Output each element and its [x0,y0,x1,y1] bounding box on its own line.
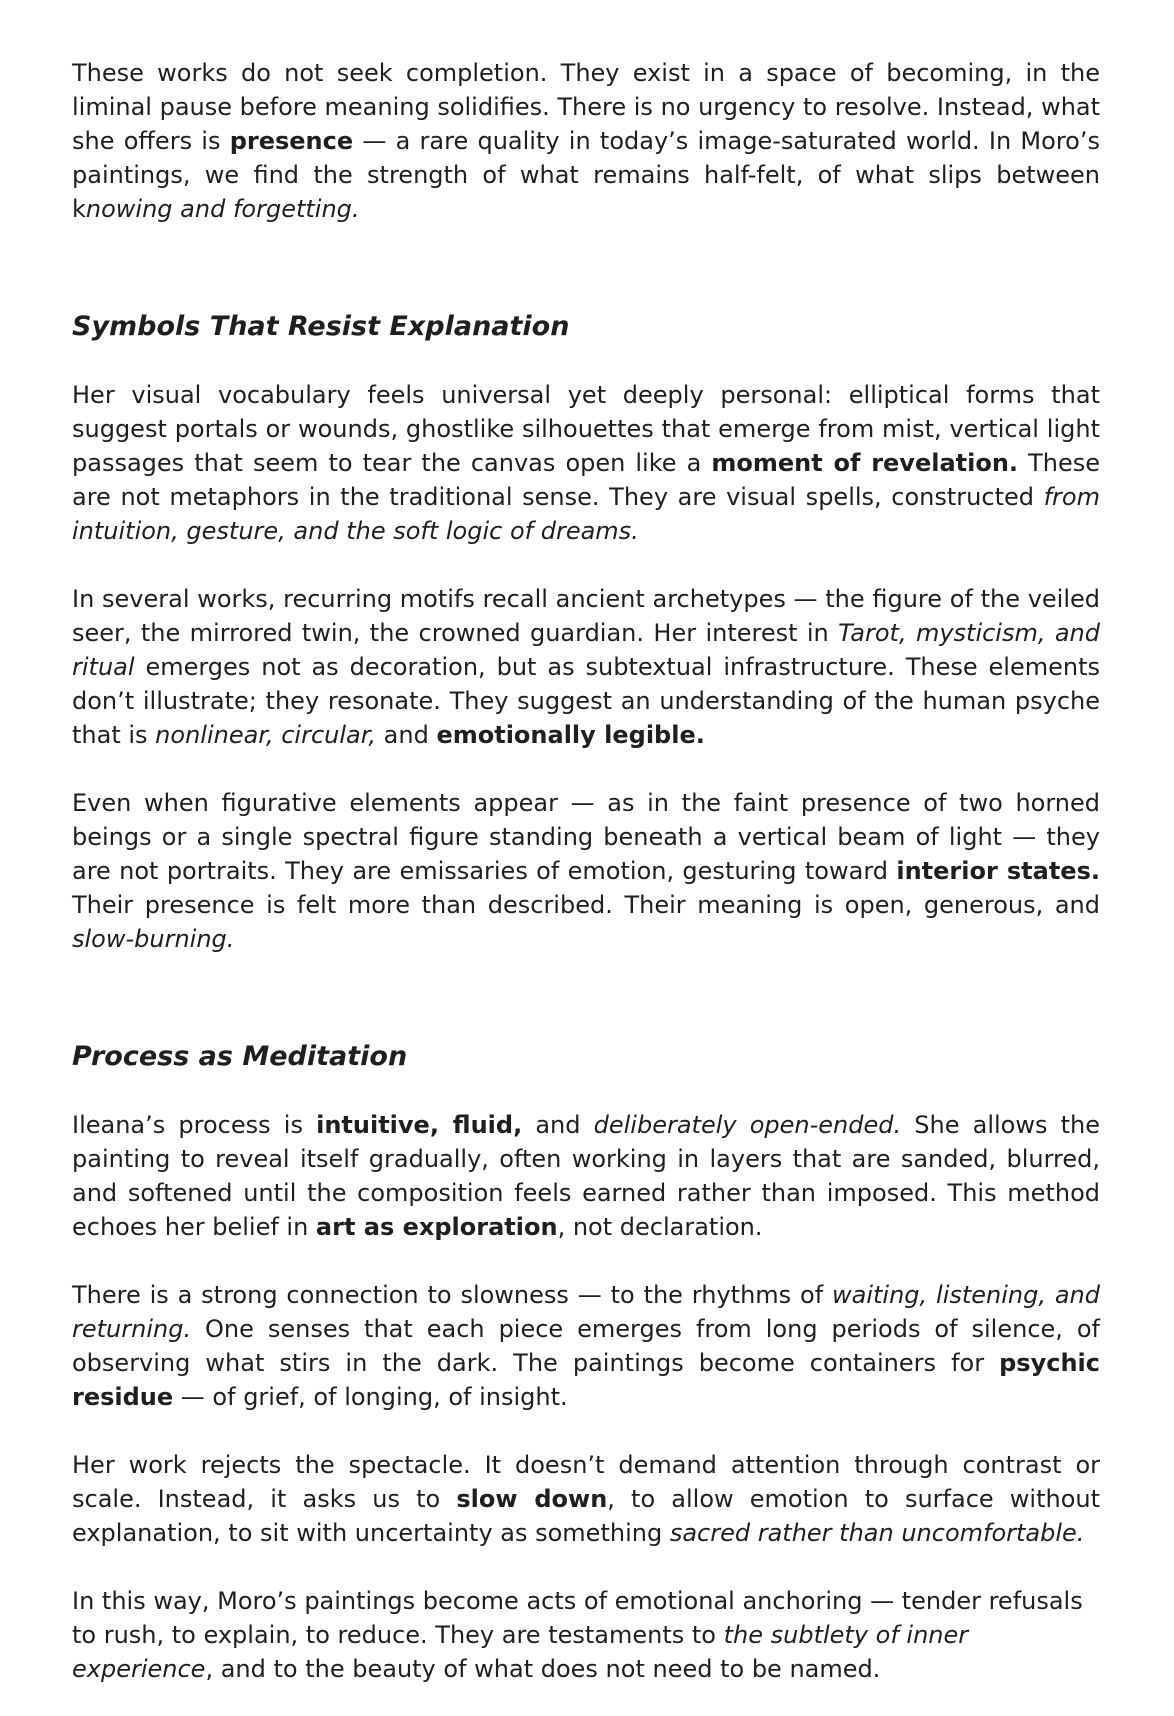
italic-text: waiting, listening, and returning. [72,1281,1100,1343]
bold-text: psychic residue [72,1349,1100,1411]
text-run: In this way, Moro’s paintings become acts of emotional anchoring — tender refusals to rush, to explain, to reduce. They are testaments to [72,1587,1083,1649]
text-run: Even when figurative elements appear — as in the faint presence of two horned beings or a single spectral figure standing beneath a vertical beam of light — they are not portraits. They are emissaries of emotion, gesturing toward [72,789,1100,885]
italic-text: nowing and forgetting. [85,195,360,223]
bold-text: moment of revelation. [711,449,1019,477]
bold-text: slow down [456,1485,608,1513]
section-heading-process: Process as Meditation [72,1041,408,1072]
text-run: , and to the beauty of what does not need to be named. [205,1655,881,1683]
italic-text: Tarot, mysticism, and ritual [72,619,1101,681]
text-run: , to allow emotion to surface without explanation, to sit with uncertainty as something [72,1485,1101,1547]
intro-paragraph [72,56,1100,226]
text-run: — of grief, of longing, of insight. [173,1383,568,1411]
text-run: emerges not as decoration, but as subtextual infrastructure. These elements don’t illustrate; they resonate. They suggest an understanding of the human psyche that is [72,653,1100,749]
text-run: — a rare quality in today’s image-saturated world. In Moro’s paintings, we find the strength of what remains half-felt, of what slips between k [72,127,1100,223]
symbols-paragraph-1 [72,378,1100,548]
bold-text: presence [229,127,354,155]
text-run: and [522,1111,594,1139]
symbols-paragraph-3 [72,786,1100,956]
italic-text: slow-burning. [72,925,235,953]
italic-text: the subtlety of inner experience [72,1621,969,1683]
text-run: She allows the painting to reveal itself gradually, often working in layers that are sanded, blurred, and softened until the composition feels earned rather than imposed. This method echoes her belief in [72,1111,1101,1241]
text-run: Her visual vocabulary feels universal yet deeply personal: elliptical forms that suggest portals or wounds, ghostlike silhouettes that emerge from mist, vertical light passages that seem to tear the canvas open like a [72,381,1100,477]
document-page [72,56,1100,1686]
text-run: In several works, recurring motifs recall ancient archetypes — the figure of the veiled seer, the mirrored twin, the crowned guardian. Her interest in [72,585,1100,647]
italic-text: deliberately open-ended. [593,1111,902,1139]
italic-text: sacred rather than uncomfortable. [669,1519,1085,1547]
section-heading-symbols: Symbols That Resist Explanation [72,311,570,342]
text-run: There is a strong connection to slowness — to the rhythms of [72,1281,833,1309]
process-paragraph-4 [72,1584,1100,1686]
text-run: , not declaration. [557,1213,763,1241]
bold-text: art as exploration [315,1213,558,1241]
text-run: One senses that each piece emerges from long periods of silence, of observing what stirs in the dark. The paintings become containers for [72,1315,1100,1377]
bold-text: emotionally legible. [436,721,705,749]
italic-text: nonlinear, circular, [155,721,377,749]
symbols-paragraph-2 [72,582,1100,752]
bold-text: interior states. [896,857,1100,885]
process-paragraph-3 [72,1448,1100,1550]
text-run: Their presence is felt more than described. Their meaning is open, generous, and [72,891,1100,919]
text-run: These works do not seek completion. They exist in a space of becoming, in the liminal pause before meaning solidifies. There is no urgency to resolve. Instead, what she offers is [72,59,1101,155]
text-run: Ileana’s process is [72,1111,317,1139]
italic-text: from intuition, gesture, and the soft logic of dreams. [72,483,1100,545]
process-paragraph-1 [72,1108,1100,1244]
text-run: and [376,721,437,749]
process-paragraph-2 [72,1278,1100,1414]
text-run: Her work rejects the spectacle. It doesn’t demand attention through contrast or scale. Instead, it asks us to [72,1451,1100,1513]
text-run: These are not metaphors in the traditional sense. They are visual spells, constructed [72,449,1101,511]
bold-text: intuitive, fluid, [316,1111,523,1139]
